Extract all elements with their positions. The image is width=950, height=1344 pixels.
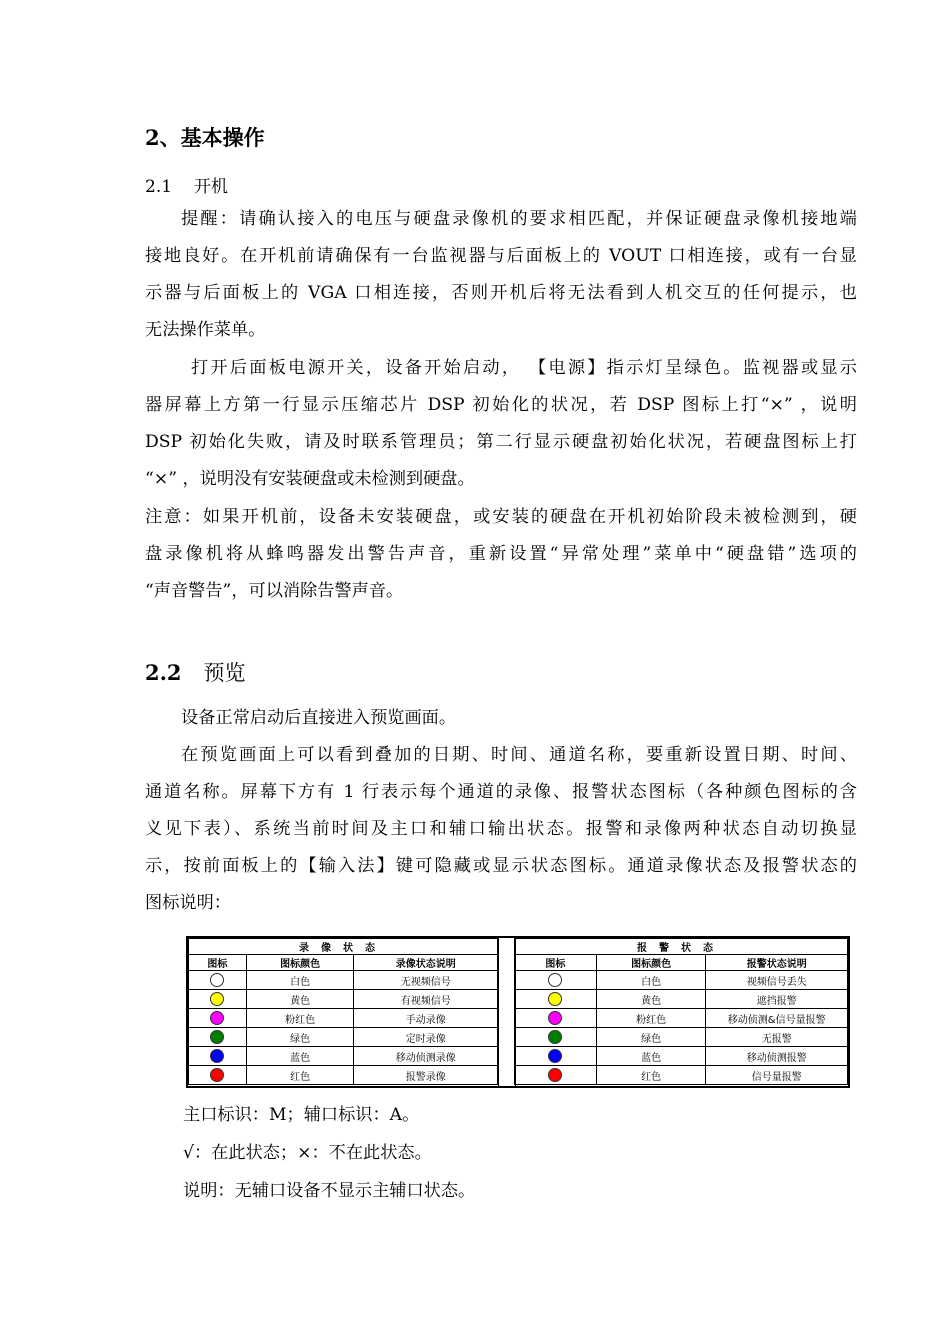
status-icon-cell	[189, 1009, 247, 1028]
text-line: 提醒：请确认接入的电压与硬盘录像机的要求相匹配，并保证硬盘录像机接地端	[181, 209, 857, 229]
icon-color-cell: 绿色	[246, 1028, 354, 1047]
status-desc-cell: 视频信号丢失	[706, 971, 848, 990]
section-heading-2: 2、基本操作	[145, 125, 265, 150]
status-desc-cell: 无视频信号	[354, 971, 498, 990]
status-dot-icon	[548, 992, 562, 1006]
icon-color-cell: 蓝色	[246, 1047, 354, 1066]
table-row	[515, 990, 848, 1009]
table-row	[515, 1066, 848, 1085]
text-line: DSP 初始化失败，请及时联系管理员；第二行显示硬盘初始化状况，若硬盘图标上打	[145, 432, 857, 452]
status-desc-cell: 移动侦测录像	[354, 1047, 498, 1066]
status-dot-icon	[210, 1011, 224, 1025]
table-row	[189, 1066, 498, 1085]
text-line: 无法操作菜单。	[145, 320, 266, 340]
table-header: 报警状态说明	[706, 955, 848, 971]
text-line: 在预览画面上可以看到叠加的日期、时间、通道名称，要重新设置日期、时间、	[181, 745, 857, 765]
status-dot-icon	[548, 1049, 562, 1063]
status-desc-cell: 有视频信号	[354, 990, 498, 1009]
status-desc-cell: 报警录像	[354, 1066, 498, 1085]
status-desc-cell: 移动侦测报警	[706, 1047, 848, 1066]
icon-color-cell: 粉红色	[596, 1009, 706, 1028]
status-icon-cell	[515, 971, 597, 990]
record-table-title: 录像状态	[189, 939, 498, 955]
table-row	[515, 971, 848, 990]
table-row	[189, 1009, 498, 1028]
icon-color-cell: 绿色	[596, 1028, 706, 1047]
status-desc-cell: 信号量报警	[706, 1066, 848, 1085]
text-line: 接地良好。在开机前请确保有一台监视器与后面板上的 VOUT 口相连接，或有一台显	[145, 246, 857, 266]
table-row	[189, 1047, 498, 1066]
status-dot-icon	[548, 973, 562, 987]
footnote-check-marks: √：在此状态；×：不在此状态。	[183, 1143, 432, 1163]
record-status-table	[188, 938, 498, 1085]
status-dot-icon	[548, 1030, 562, 1044]
status-dot-icon	[210, 992, 224, 1006]
status-desc-cell: 手动录像	[354, 1009, 498, 1028]
text-line: 打开后面板电源开关，设备开始启动， 【电源】指示灯呈绿色。监视器或显示	[191, 358, 857, 378]
status-icon-cell	[515, 990, 597, 1009]
icon-color-cell: 粉红色	[246, 1009, 354, 1028]
icon-color-cell: 白色	[246, 971, 354, 990]
status-icon-cell	[515, 1066, 597, 1085]
status-icon-cell	[189, 1066, 247, 1085]
footnote-aux-note: 说明：无辅口设备不显示主辅口状态。	[183, 1181, 476, 1201]
text-line: 通道名称。屏幕下方有 1 行表示每个通道的录像、报警状态图标（各种颜色图标的含	[145, 782, 857, 802]
paragraph-reminder	[145, 201, 857, 349]
status-dot-icon	[210, 973, 224, 987]
icon-color-cell: 黄色	[596, 990, 706, 1009]
text-line: 器屏幕上方第一行显示压缩芯片 DSP 初始化的状况，若 DSP 图标上打“×” ，说明	[145, 395, 857, 415]
text-line: “声音警告”，可以消除告警声音。	[145, 581, 404, 601]
alarm-table-title: 报警状态	[515, 939, 848, 955]
text-line: 注意：如果开机前，设备未安装硬盘，或安装的硬盘在开机初始阶段未被检测到，硬	[145, 507, 857, 527]
icon-color-cell: 红色	[596, 1066, 706, 1085]
status-dot-icon	[210, 1030, 224, 1044]
section-heading-2-2: 2.2 预览	[145, 660, 246, 685]
text-line: “×” ，说明没有安装硬盘或未检测到硬盘。	[145, 469, 475, 489]
table-row	[189, 1028, 498, 1047]
icon-color-cell: 红色	[246, 1066, 354, 1085]
icon-color-cell: 黄色	[246, 990, 354, 1009]
icon-color-cell: 白色	[596, 971, 706, 990]
status-desc-cell: 移动侦测&信号量报警	[706, 1009, 848, 1028]
status-icon-cell	[515, 1009, 597, 1028]
text-line: 示，按前面板上的【输入法】键可隐藏或显示状态图标。通道录像状态及报警状态的	[145, 856, 857, 876]
icon-color-cell: 蓝色	[596, 1047, 706, 1066]
table-row	[189, 971, 498, 990]
text-line: 图标说明：	[145, 893, 231, 913]
table-header: 图标颜色	[596, 955, 706, 971]
table-row	[189, 990, 498, 1009]
table-row	[515, 1009, 848, 1028]
status-desc-cell: 遮挡报警	[706, 990, 848, 1009]
text-line: 设备正常启动后直接进入预览画面。	[181, 708, 457, 728]
table-row	[515, 1028, 848, 1047]
text-line: 盘录像机将从蜂鸣器发出警告声音，重新设置“异常处理”菜单中“硬盘错”选项的	[145, 544, 857, 564]
table-row	[515, 1047, 848, 1066]
footnote-port-labels: 主口标识：M；辅口标识：A。	[183, 1105, 420, 1125]
status-dot-icon	[210, 1049, 224, 1063]
table-header: 录像状态说明	[354, 955, 498, 971]
alarm-status-table	[514, 938, 848, 1085]
paragraph-power-on	[145, 350, 857, 498]
table-header: 图标	[515, 955, 597, 971]
status-icon-cell	[515, 1028, 597, 1047]
status-icon-cell	[189, 1047, 247, 1066]
status-desc-cell: 无报警	[706, 1028, 848, 1047]
text-line: 示器与后面板上的 VGA 口相连接，否则开机后将无法看到人机交互的任何提示，也	[145, 283, 857, 303]
table-header: 图标	[189, 955, 247, 971]
paragraph-preview	[145, 700, 857, 922]
status-desc-cell: 定时录像	[354, 1028, 498, 1047]
text-line: 义见下表）、系统当前时间及主口和辅口输出状态。报警和录像两种状态自动切换显	[145, 819, 857, 839]
status-icon-cell	[189, 990, 247, 1009]
status-dot-icon	[210, 1068, 224, 1082]
section-heading-2-1: 2.1 开机	[145, 177, 229, 197]
status-icon-cell	[515, 1047, 597, 1066]
status-dot-icon	[548, 1068, 562, 1082]
paragraph-note	[145, 499, 857, 610]
status-icon-cell	[189, 1028, 247, 1047]
table-header: 图标颜色	[246, 955, 354, 971]
status-icon-table	[186, 936, 850, 1088]
status-dot-icon	[548, 1011, 562, 1025]
status-icon-cell	[189, 971, 247, 990]
